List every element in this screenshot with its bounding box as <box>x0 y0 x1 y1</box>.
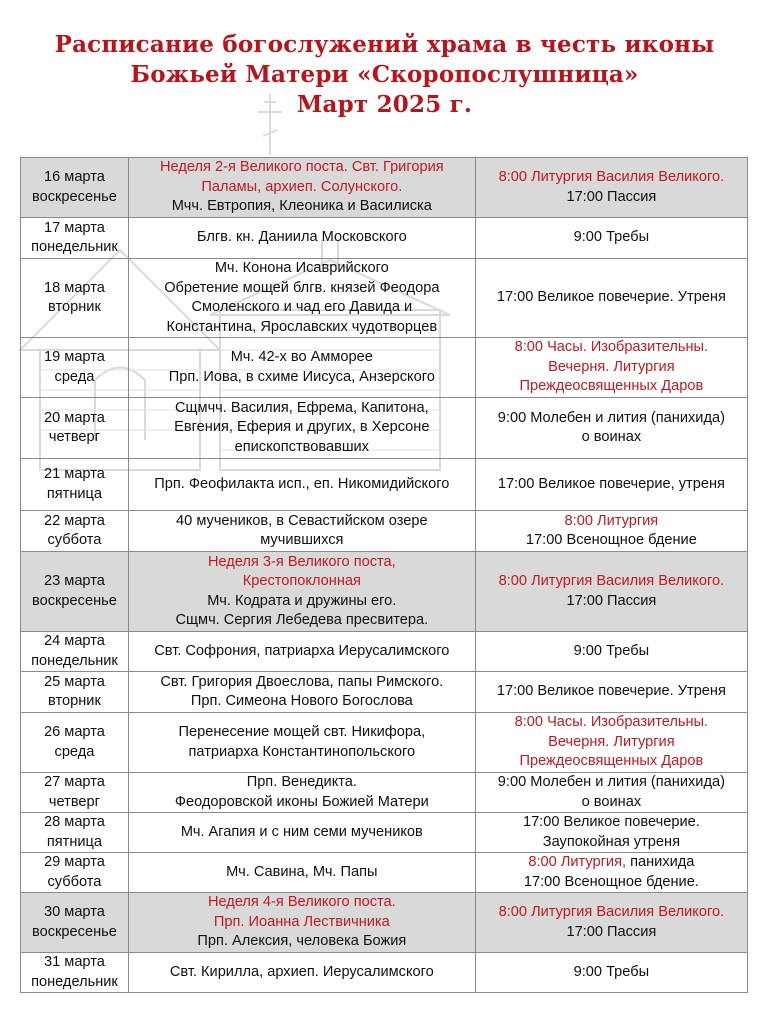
schedule-row <box>21 552 748 632</box>
plain-text: 17:00 Великое повечерие. <box>522 814 700 830</box>
plain-text: Константина, Ярославских чудотворцев <box>166 318 438 335</box>
plain-text: мучившихся <box>260 532 344 548</box>
date-text: 31 марта <box>44 954 105 970</box>
commemoration-line <box>131 279 473 299</box>
date-cell <box>21 853 129 893</box>
services-cell <box>475 672 747 713</box>
service-line <box>478 228 745 248</box>
date-cell <box>21 953 129 993</box>
date-cell <box>21 398 129 459</box>
schedule-row <box>21 773 748 813</box>
highlighted-text: 8:00 Часы. Изобразительны. <box>514 714 709 731</box>
date-cell <box>21 459 129 511</box>
services-cell <box>475 893 747 953</box>
service-line <box>478 428 745 448</box>
weekday-text: воскресенье <box>32 592 117 609</box>
services-cell <box>475 853 747 893</box>
date-text: 28 марта <box>44 814 105 830</box>
commemoration-cell <box>128 813 475 853</box>
orthodox-cross-icon <box>255 92 285 157</box>
weekday-text: четверг <box>48 793 100 810</box>
plain-text: Мч. Агапия и с ним семи мучеников <box>180 823 423 840</box>
services-cell <box>475 511 747 552</box>
plain-text: Заупокойная утреня <box>542 833 680 850</box>
service-line <box>478 168 745 188</box>
schedule-row <box>21 893 748 953</box>
plain-text: Мчч. Евтропия, Клеоника и Василиска <box>171 198 432 215</box>
weekday-text: вторник <box>48 299 101 315</box>
plain-text: патриарха Константинопольского <box>188 743 416 760</box>
services-cell <box>475 713 747 773</box>
title-line-3: Март 2025 г. <box>296 91 473 118</box>
weekday-text: среда <box>54 368 95 385</box>
services-cell <box>475 773 747 813</box>
weekday-text: суббота <box>47 873 102 890</box>
weekday-text: среда <box>54 743 95 760</box>
commemoration-line <box>131 572 473 592</box>
service-line <box>478 642 745 662</box>
schedule-row <box>21 338 748 398</box>
weekday-text: воскресенье <box>32 923 117 940</box>
plain-text: 17:00 Великое повечерие. Утреня <box>496 683 726 700</box>
highlighted-text: Неделя 2-я Великого поста. Свт. Григория <box>160 159 444 176</box>
service-line <box>478 903 745 923</box>
service-line <box>478 409 745 429</box>
plain-text: панихида <box>626 854 695 870</box>
plain-text: Смоленского и чад его Давида и <box>191 299 413 315</box>
commemoration-line <box>131 793 473 813</box>
plain-text: Перенесение мощей свт. Никифора, <box>178 724 426 740</box>
commemoration-line <box>131 863 473 883</box>
services-cell <box>475 632 747 672</box>
service-line <box>478 793 745 813</box>
commemoration-line <box>131 893 473 913</box>
services-cell <box>475 158 747 218</box>
service-line <box>478 512 745 532</box>
service-line <box>478 733 745 753</box>
highlighted-text: 8:00 Литургия, <box>528 854 627 870</box>
commemoration-line <box>131 158 473 178</box>
highlighted-text: Прп. Иоанна Лествичника <box>213 913 390 930</box>
commemoration-line <box>131 692 473 712</box>
plain-text: Свт. Софрония, патриарха Иерусалимского <box>154 642 450 659</box>
date-text: 23 марта <box>44 573 105 589</box>
plain-text: 9:00 Молебен и лития (панихида) <box>497 409 725 426</box>
commemoration-cell <box>128 459 475 511</box>
commemoration-line <box>131 438 473 458</box>
commemoration-line <box>131 823 473 843</box>
services-cell <box>475 259 747 338</box>
commemoration-line <box>131 673 473 693</box>
plain-text: Прп. Венедикта. <box>246 774 357 790</box>
date-text: 25 марта <box>44 673 105 690</box>
plain-text: Прп. Симеона Нового Богослова <box>190 693 413 709</box>
commemoration-cell <box>128 632 475 672</box>
commemoration-line <box>131 743 473 763</box>
commemoration-line <box>131 298 473 318</box>
plain-text: 9:00 Требы <box>573 963 650 980</box>
highlighted-text: 8:00 Часы. Изобразительны. <box>514 339 709 356</box>
plain-text: Прп. Иова, в схиме Иисуса, Анзерского <box>168 368 435 385</box>
date-text: 19 марта <box>44 349 105 365</box>
schedule-row <box>21 813 748 853</box>
commemoration-line <box>131 512 473 532</box>
weekday-text: пятница <box>46 833 103 850</box>
commemoration-cell <box>128 853 475 893</box>
schedule-row <box>21 511 748 552</box>
commemoration-cell <box>128 773 475 813</box>
date-text: 17 марта <box>44 219 105 236</box>
date-text: 18 марта <box>44 279 105 296</box>
schedule-row <box>21 459 748 511</box>
date-text: 21 марта <box>44 466 105 482</box>
services-cell <box>475 338 747 398</box>
date-text: 22 марта <box>44 512 105 529</box>
highlighted-text: 8:00 Литургия <box>564 512 659 529</box>
plain-text: Обретение мощей блгв. князей Феодора <box>164 279 440 296</box>
commemoration-cell <box>128 552 475 632</box>
date-cell <box>21 773 129 813</box>
plain-text: 17:00 Великое повечерие. Утреня <box>496 289 726 306</box>
page-title <box>0 30 769 120</box>
commemoration-line <box>131 475 473 495</box>
commemoration-line <box>131 913 473 933</box>
service-line <box>478 682 745 702</box>
commemoration-line <box>131 178 473 198</box>
date-text: 26 марта <box>44 724 105 740</box>
schedule-row <box>21 259 748 338</box>
commemoration-cell <box>128 713 475 773</box>
date-cell <box>21 632 129 672</box>
plain-text: 9:00 Требы <box>573 642 650 659</box>
commemoration-line <box>131 348 473 368</box>
commemoration-line <box>131 259 473 279</box>
schedule-row <box>21 713 748 773</box>
plain-text: 17:00 Всенощное бдение <box>525 532 697 548</box>
service-line <box>478 188 745 208</box>
service-line <box>478 873 745 893</box>
service-line <box>478 752 745 772</box>
date-cell <box>21 338 129 398</box>
plain-text: 17:00 Пассия <box>566 592 657 609</box>
schedule-row <box>21 853 748 893</box>
service-line <box>478 923 745 943</box>
title-line-2: Божьей Матери «Скоропослушница» <box>130 61 639 88</box>
commemoration-cell <box>128 511 475 552</box>
weekday-text: воскресенье <box>32 188 117 205</box>
commemoration-line <box>131 773 473 793</box>
highlighted-text: 8:00 Литургия Василия Великого. <box>498 169 725 185</box>
commemoration-cell <box>128 218 475 259</box>
commemoration-line <box>131 611 473 631</box>
services-cell <box>475 398 747 459</box>
commemoration-line <box>131 531 473 551</box>
services-cell <box>475 953 747 993</box>
highlighted-text: Вечерня. Литургия <box>548 358 675 375</box>
plain-text: Евгения, Еферия и других, в Херсоне <box>174 419 430 436</box>
plain-text: Прп. Феофилакта исп., еп. Никомидийского <box>154 475 450 492</box>
plain-text: Сщмчч. Василия, Ефрема, Капитона, <box>174 399 429 416</box>
commemoration-cell <box>128 338 475 398</box>
commemoration-line <box>131 592 473 612</box>
highlighted-text: Вечерня. Литургия <box>548 733 675 750</box>
highlighted-text: Крестопоклонная <box>242 573 361 589</box>
date-cell <box>21 552 129 632</box>
date-text: 29 марта <box>44 854 105 870</box>
commemoration-line <box>131 723 473 743</box>
service-line <box>478 377 745 397</box>
highlighted-text: Паламы, архиеп. Солунского. <box>201 178 403 195</box>
date-cell <box>21 672 129 713</box>
date-cell <box>21 511 129 552</box>
plain-text: о воинах <box>581 429 642 445</box>
date-cell <box>21 713 129 773</box>
services-cell <box>475 552 747 632</box>
commemoration-cell <box>128 893 475 953</box>
service-line <box>478 813 745 833</box>
highlighted-text: 8:00 Литургия Василия Великого. <box>498 904 725 920</box>
schedule-table <box>20 157 748 993</box>
commemoration-line <box>131 418 473 438</box>
weekday-text: суббота <box>47 532 102 548</box>
plain-text: 17:00 Всенощное бдение. <box>523 873 699 890</box>
highlighted-text: Неделя 4-я Великого поста. <box>207 894 396 911</box>
plain-text: Мч. 42-х во Амморее <box>230 349 373 365</box>
plain-text: 17:00 Пассия <box>566 188 657 205</box>
commemoration-line <box>131 228 473 248</box>
schedule-row <box>21 953 748 993</box>
schedule-row <box>21 632 748 672</box>
services-cell <box>475 218 747 259</box>
weekday-text: четверг <box>48 429 100 445</box>
plain-text: Мч. Конона Исаврийского <box>214 260 389 276</box>
plain-text: епископствовавших <box>234 438 369 455</box>
date-cell <box>21 813 129 853</box>
plain-text: Феодоровской иконы Божией Матери <box>174 793 429 810</box>
commemoration-cell <box>128 259 475 338</box>
commemoration-line <box>131 553 473 573</box>
service-line <box>478 592 745 612</box>
plain-text: Мч. Кодрата и дружины его. <box>207 592 397 609</box>
highlighted-text: Преждеосвященных Даров <box>519 378 704 395</box>
plain-text: 17:00 Пассия <box>566 923 657 940</box>
commemoration-cell <box>128 953 475 993</box>
plain-text: 17:00 Великое повечерие, утреня <box>497 475 725 492</box>
weekday-text: понедельник <box>31 652 118 669</box>
plain-text: 9:00 Требы <box>573 229 650 246</box>
service-line <box>478 853 745 873</box>
date-text: 20 марта <box>44 409 105 426</box>
plain-text: Свт. Григория Двоеслова, папы Римского. <box>160 673 444 690</box>
service-line <box>478 572 745 592</box>
date-cell <box>21 158 129 218</box>
date-text: 27 марта <box>44 774 105 790</box>
highlighted-text: 8:00 Литургия Василия Великого. <box>498 573 725 589</box>
schedule-row <box>21 158 748 218</box>
services-cell <box>475 459 747 511</box>
highlighted-text: Неделя 3-я Великого поста, <box>207 553 396 570</box>
service-line <box>478 531 745 551</box>
service-line <box>478 963 745 983</box>
plain-text: Свт. Кирилла, архиеп. Иерусалимского <box>169 963 434 980</box>
service-line <box>478 358 745 378</box>
weekday-text: вторник <box>48 693 101 709</box>
date-cell <box>21 259 129 338</box>
schedule-row <box>21 672 748 713</box>
commemoration-cell <box>128 158 475 218</box>
weekday-text: понедельник <box>31 239 118 255</box>
plain-text: 40 мучеников, в Севастийском озере <box>176 512 428 529</box>
commemoration-line <box>131 197 473 217</box>
schedule-row <box>21 218 748 259</box>
date-text: 16 марта <box>44 169 105 185</box>
commemoration-cell <box>128 672 475 713</box>
date-text: 30 марта <box>44 904 105 920</box>
commemoration-line <box>131 963 473 983</box>
plain-text: 9:00 Молебен и лития (панихида) <box>497 774 725 790</box>
weekday-text: понедельник <box>31 973 118 990</box>
weekday-text: пятница <box>46 485 103 502</box>
service-line <box>478 338 745 358</box>
service-line <box>478 773 745 793</box>
plain-text: Сщмч. Сергия Лебедева пресвитера. <box>175 612 429 628</box>
plain-text: Мч. Савина, Мч. Папы <box>226 863 378 880</box>
plain-text: Прп. Алексия, человека Божия <box>197 933 407 950</box>
highlighted-text: Преждеосвященных Даров <box>519 753 704 770</box>
date-cell <box>21 218 129 259</box>
commemoration-line <box>131 399 473 419</box>
commemoration-line <box>131 368 473 388</box>
commemoration-line <box>131 642 473 662</box>
plain-text: Блгв. кн. Даниила Московского <box>196 229 407 246</box>
title-line-1: Расписание богослужений храма в честь иконы <box>54 31 715 58</box>
schedule-row <box>21 398 748 459</box>
commemoration-cell <box>128 398 475 459</box>
service-line <box>478 713 745 733</box>
service-line <box>478 475 745 495</box>
commemoration-line <box>131 932 473 952</box>
date-text: 24 марта <box>44 633 105 649</box>
service-line <box>478 288 745 308</box>
date-cell <box>21 893 129 953</box>
commemoration-line <box>131 318 473 338</box>
plain-text: о воинах <box>581 793 642 810</box>
service-line <box>478 833 745 853</box>
services-cell <box>475 813 747 853</box>
